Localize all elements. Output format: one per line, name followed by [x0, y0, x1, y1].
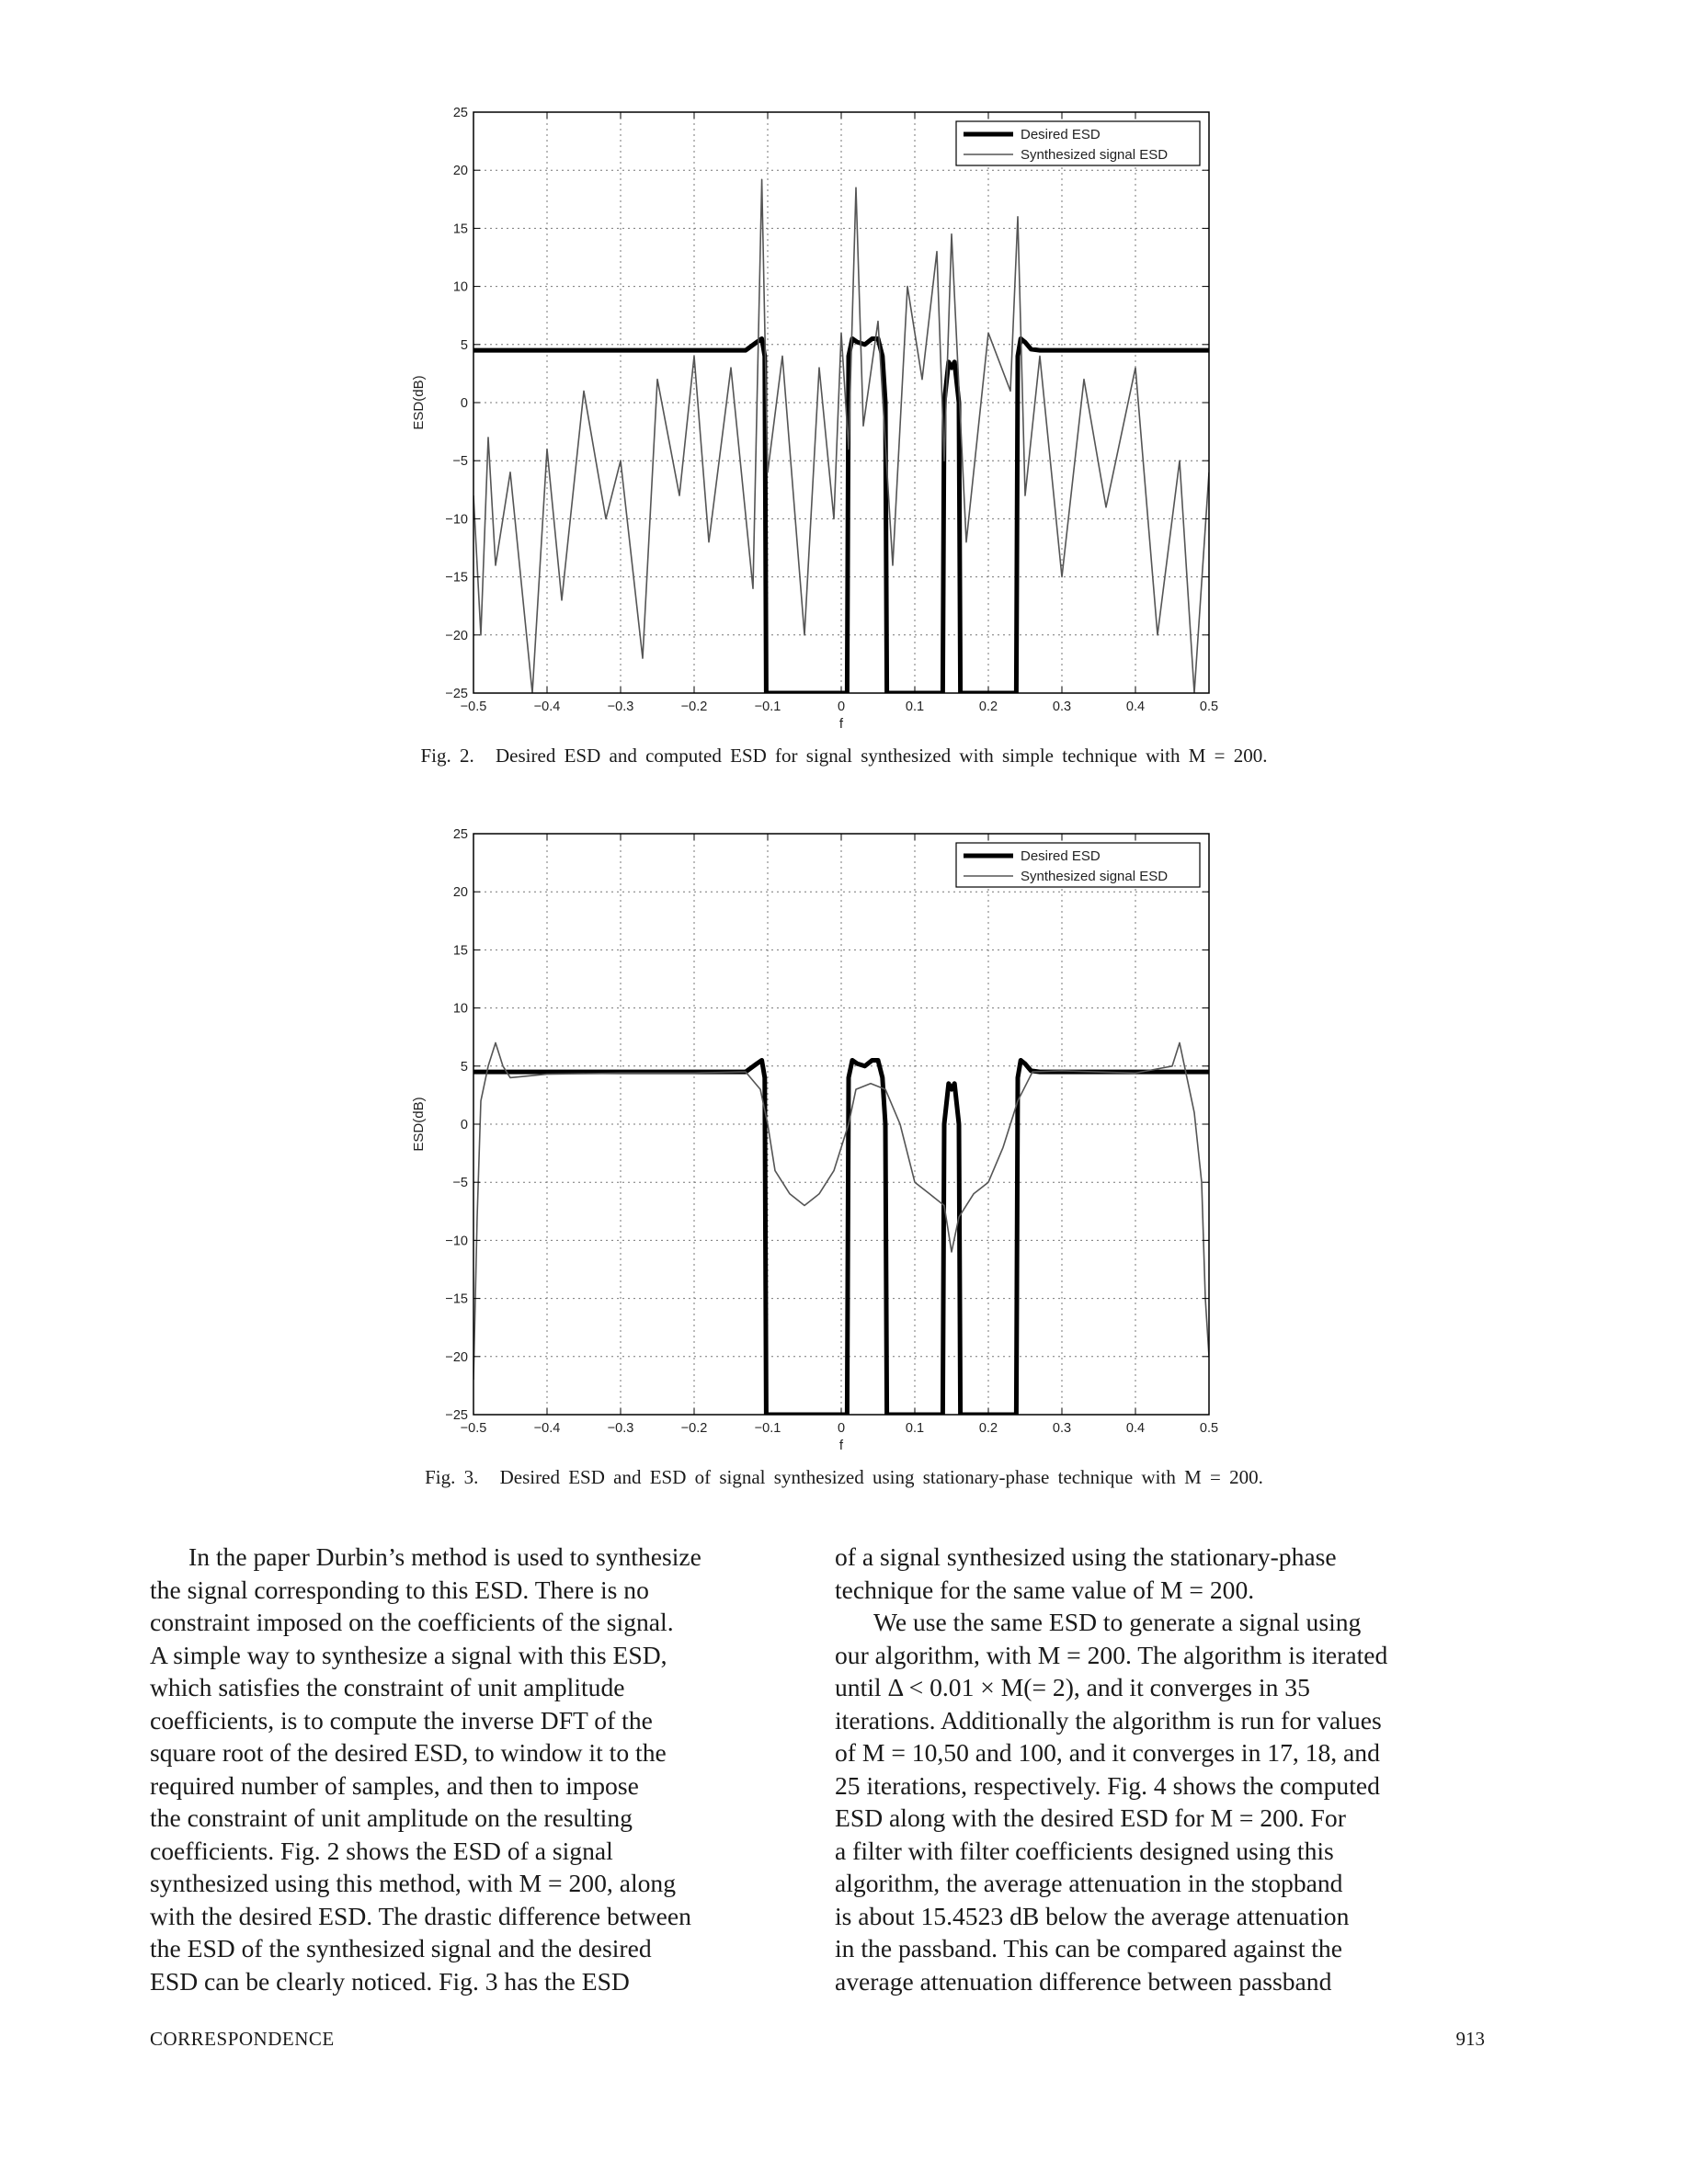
x-tick-label: 0.1 — [905, 1421, 925, 1436]
x-tick-label: 0.2 — [978, 700, 998, 714]
body-right-column — [835, 1541, 1499, 1997]
text-line: of M = 10,50 and 100, and it converges in 17, 18, and — [835, 1738, 1380, 1767]
x-tick-label: −0.3 — [607, 700, 634, 714]
y-tick-label: 0 — [460, 396, 468, 411]
x-tick-label: −0.3 — [607, 1421, 634, 1436]
text-line: of a signal synthesized using the stationary-phase — [835, 1542, 1337, 1571]
x-axis-label: f — [838, 716, 844, 732]
y-tick-label: −20 — [445, 1349, 468, 1365]
text-line: algorithm, the average attenuation in the stopband — [835, 1869, 1343, 1897]
text-line: the constraint of unit amplitude on the resulting — [150, 1803, 633, 1832]
text-line: which satisfies the constraint of unit amplitude — [150, 1673, 625, 1701]
text-line: In the paper Durbin’s method is used to synthesize — [188, 1542, 701, 1571]
y-tick-label: 5 — [460, 1059, 468, 1075]
figure-2-chart — [405, 92, 1232, 763]
x-tick-label: 0.1 — [905, 700, 925, 714]
legend-label: Synthesized signal ESD — [1021, 869, 1169, 884]
x-tick-label: 0.5 — [1199, 700, 1219, 714]
page-number: 913 — [1455, 2028, 1485, 2050]
body-left-column — [150, 1541, 814, 1997]
y-tick-label: −5 — [452, 454, 468, 470]
figure-2-caption — [147, 745, 1541, 768]
legend-label: Synthesized signal ESD — [1021, 147, 1169, 163]
text-line: square root of the desired ESD, to window it to the — [150, 1738, 667, 1767]
y-tick-label: 25 — [452, 106, 468, 120]
y-tick-label: 10 — [452, 1001, 468, 1017]
y-axis-label: ESD(dB) — [411, 1097, 427, 1152]
x-tick-label: −0.1 — [754, 700, 781, 714]
y-tick-label: −25 — [445, 1408, 468, 1423]
text-line: coefficients, is to compute the inverse DFT of the — [150, 1705, 653, 1735]
x-tick-label: −0.4 — [533, 700, 561, 714]
y-tick-label: 20 — [452, 164, 468, 179]
x-tick-label: 0.5 — [1199, 1421, 1219, 1436]
legend-label: Desired ESD — [1021, 127, 1101, 142]
y-tick-label: 25 — [452, 827, 468, 842]
figure-2-caption-text: Desired ESD and computed ESD for signal synthesized with simple technique with M = 200. — [496, 745, 1268, 767]
x-tick-label: −0.5 — [460, 700, 487, 714]
figure-3-caption-number: Fig. 3. — [425, 1466, 479, 1488]
x-tick-label: 0.3 — [1052, 1421, 1072, 1436]
text-line: A simple way to synthesize a signal with this ESD, — [150, 1640, 667, 1669]
text-line: We use the same ESD to generate a signal using — [873, 1608, 1362, 1636]
y-axis-label: ESD(dB) — [411, 375, 427, 430]
text-line: the ESD of the synthesized signal and the desired — [150, 1934, 652, 1962]
y-tick-label: 5 — [460, 337, 468, 353]
text-line: with the desired ESD. The drastic difference between — [150, 1901, 691, 1930]
legend-label: Desired ESD — [1021, 848, 1101, 864]
x-axis-label: f — [838, 1438, 844, 1453]
figure-3-caption — [147, 1466, 1541, 1489]
text-line: synthesized using this method, with M = 200, along — [150, 1869, 677, 1897]
text-line: a filter with filter coefficients designed using this — [835, 1836, 1334, 1865]
y-tick-label: 10 — [452, 279, 468, 295]
text-line: ESD can be clearly noticed. Fig. 3 has the ESD — [150, 1966, 630, 1996]
text-line: our algorithm, with M = 200. The algorithm is iterated — [835, 1640, 1388, 1669]
figure-3 — [405, 813, 1232, 1484]
text-line: required number of samples, and then to impose — [150, 1770, 639, 1800]
x-tick-label: 0.4 — [1125, 700, 1146, 714]
x-tick-label: −0.2 — [680, 1421, 708, 1436]
y-tick-label: 20 — [452, 885, 468, 901]
y-tick-label: −15 — [445, 570, 468, 586]
text-line: the signal corresponding to this ESD. There is no — [150, 1575, 649, 1604]
x-tick-label: 0.2 — [978, 1421, 998, 1436]
y-tick-label: 0 — [460, 1118, 468, 1132]
text-line: coefficients. Fig. 2 shows the ESD of a signal — [150, 1836, 613, 1865]
figure-2-caption-number: Fig. 2. — [420, 745, 474, 767]
figure-3-caption-text: Desired ESD and ESD of signal synthesized using stationary-phase technique with M = 200. — [499, 1466, 1263, 1488]
x-tick-label: −0.4 — [533, 1421, 561, 1436]
x-tick-label: 0 — [837, 1421, 846, 1436]
y-tick-label: 15 — [452, 222, 468, 237]
y-tick-label: −20 — [445, 628, 468, 643]
text-line: iterations. Additionally the algorithm is run for values — [835, 1705, 1382, 1735]
figure-2 — [405, 92, 1232, 763]
text-line: in the passband. This can be compared against the — [835, 1934, 1342, 1962]
y-tick-label: −10 — [445, 1234, 468, 1249]
y-tick-label: −15 — [445, 1291, 468, 1307]
x-tick-label: 0.4 — [1125, 1421, 1146, 1436]
y-tick-label: −5 — [452, 1176, 468, 1191]
text-line: until Δ < 0.01 × M(= 2), and it converges in 35 — [835, 1673, 1310, 1701]
text-line: average attenuation difference between passband — [835, 1966, 1332, 1996]
x-tick-label: 0.3 — [1052, 700, 1072, 714]
y-tick-label: −10 — [445, 512, 468, 528]
x-tick-label: −0.2 — [680, 700, 708, 714]
text-line: is about 15.4523 dB below the average attenuation — [835, 1901, 1350, 1930]
x-tick-label: −0.5 — [460, 1421, 487, 1436]
figure-3-chart — [405, 813, 1232, 1484]
y-tick-label: −25 — [445, 687, 468, 701]
y-tick-label: 15 — [452, 943, 468, 959]
x-tick-label: 0 — [837, 700, 846, 714]
x-tick-label: −0.1 — [754, 1421, 781, 1436]
text-line: technique for the same value of M = 200. — [835, 1575, 1255, 1604]
running-footer-section: CORRESPONDENCE — [150, 2028, 335, 2050]
text-line: 25 iterations, respectively. Fig. 4 shows the computed — [835, 1770, 1380, 1800]
text-line: constraint imposed on the coefficients of the signal. — [150, 1608, 674, 1636]
text-line: ESD along with the desired ESD for M = 200. For — [835, 1803, 1346, 1832]
